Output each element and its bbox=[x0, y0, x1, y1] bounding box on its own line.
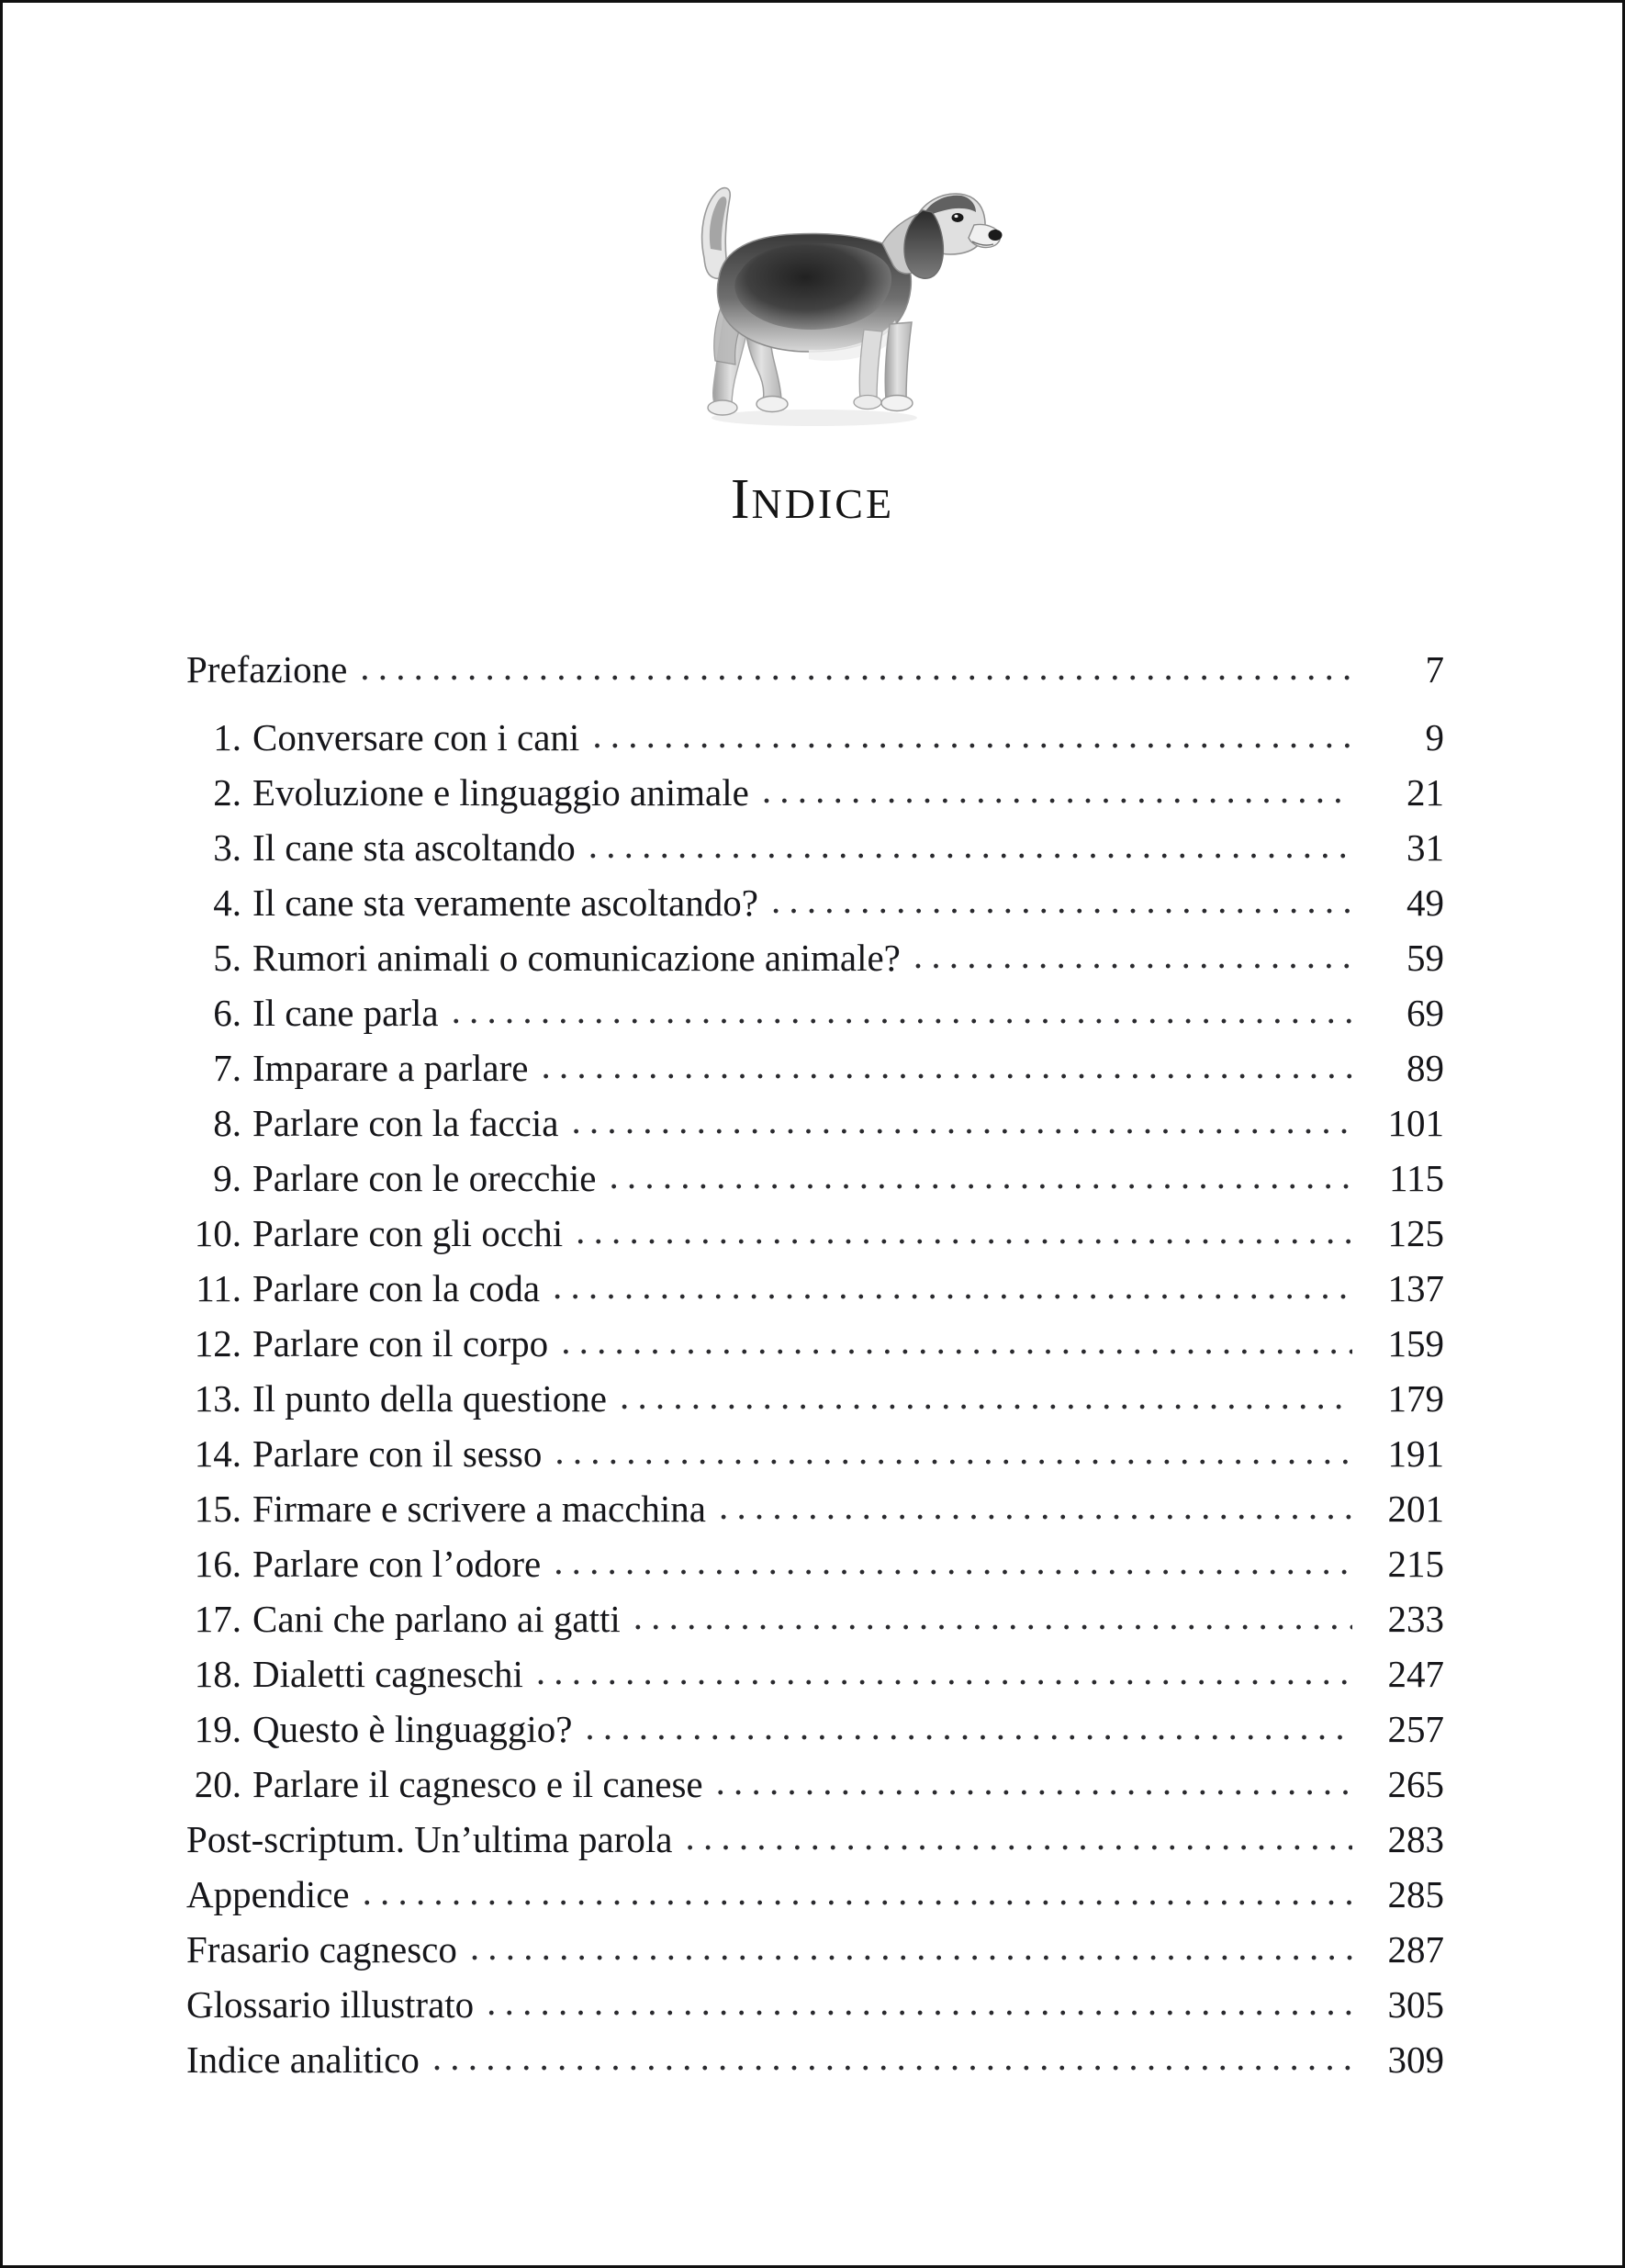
toc-entry-label: Parlare con le orecchie bbox=[252, 1157, 597, 1199]
toc-entry-label: Il cane parla bbox=[252, 992, 439, 1034]
toc-entry[interactable] bbox=[186, 1102, 1444, 1144]
toc-entry-label: Parlare con il sesso bbox=[252, 1432, 543, 1475]
toc-entry-label: Parlare il cagnesco e il canese bbox=[252, 1763, 703, 1805]
toc-leader-dots bbox=[585, 1711, 1352, 1748]
toc-entry-number: 11. bbox=[196, 1267, 241, 1309]
toc-leader-dots bbox=[686, 1821, 1353, 1858]
toc-entry-page-number: 257 bbox=[1387, 1708, 1444, 1750]
toc-entry[interactable] bbox=[186, 826, 1444, 869]
toc-entry-label: Questo è linguaggio? bbox=[252, 1708, 573, 1750]
toc-entry-page-number: 7 bbox=[1425, 648, 1444, 691]
beagle-dog-illustration bbox=[3, 131, 1622, 443]
toc-entry-page-number: 59 bbox=[1406, 937, 1444, 979]
toc-entry-number: 2. bbox=[213, 771, 241, 814]
toc-entry-number: 4. bbox=[213, 881, 241, 924]
toc-leader-dots bbox=[633, 1600, 1352, 1638]
toc-entry-label: Evoluzione e linguaggio animale bbox=[252, 771, 749, 814]
toc-entry-number: 18. bbox=[194, 1653, 241, 1695]
toc-entry-page-number: 309 bbox=[1387, 2038, 1444, 2081]
toc-entry-label: Appendice bbox=[186, 1873, 350, 1915]
toc-entry-page-number: 265 bbox=[1387, 1763, 1444, 1805]
toc-entry[interactable] bbox=[186, 1212, 1444, 1254]
toc-entry-number: 14. bbox=[194, 1432, 241, 1475]
toc-entry-label: Cani che parlano ai gatti bbox=[252, 1598, 621, 1640]
toc-entry-label: Glossario illustrato bbox=[186, 1983, 475, 2026]
toc-entry[interactable] bbox=[186, 1322, 1444, 1364]
toc-entry[interactable] bbox=[186, 1432, 1444, 1475]
toc-entry-page-number: 287 bbox=[1387, 1928, 1444, 1970]
toc-entry-page-number: 21 bbox=[1406, 771, 1444, 814]
toc-entry-number: 17. bbox=[194, 1598, 241, 1640]
toc-leader-dots bbox=[762, 774, 1352, 812]
toc-entry-page-number: 89 bbox=[1406, 1047, 1444, 1089]
toc-entry-number: 16. bbox=[194, 1543, 241, 1585]
toc-entry-number: 12. bbox=[194, 1322, 241, 1364]
toc-entry-label: Dialetti cagneschi bbox=[252, 1653, 523, 1695]
toc-leader-dots bbox=[571, 1105, 1352, 1142]
toc-leader-dots bbox=[588, 829, 1352, 867]
toc-entry[interactable] bbox=[186, 1928, 1444, 1970]
toc-entry[interactable] bbox=[186, 1490, 1444, 1528]
toc-entry[interactable] bbox=[186, 1157, 1444, 1199]
toc-leader-dots bbox=[592, 719, 1352, 757]
toc-entry-page-number: 159 bbox=[1387, 1322, 1444, 1364]
toc-entry[interactable] bbox=[186, 939, 1444, 977]
toc-leader-dots bbox=[432, 2041, 1352, 2079]
toc-leader-dots bbox=[620, 1380, 1352, 1418]
toc-entry-number: 1. bbox=[213, 716, 241, 758]
toc-entry-label: Rumori animali o comunicazione animale? bbox=[252, 937, 901, 979]
toc-leader-dots bbox=[609, 1160, 1352, 1197]
toc-entry[interactable] bbox=[186, 1873, 1444, 1915]
toc-entry[interactable] bbox=[186, 1600, 1444, 1638]
toc-entry-page-number: 125 bbox=[1387, 1212, 1444, 1254]
toc-entry-page-number: 9 bbox=[1425, 716, 1444, 758]
toc-entry-number: 13. bbox=[194, 1377, 241, 1420]
toc-entry-page-number: 305 bbox=[1387, 1983, 1444, 2026]
toc-entry-page-number: 179 bbox=[1387, 1377, 1444, 1420]
page-title-rest: NDICE bbox=[751, 480, 895, 527]
toc-entry-page-number: 283 bbox=[1387, 1818, 1444, 1860]
toc-leader-dots bbox=[363, 1876, 1352, 1914]
toc-leader-dots bbox=[470, 1931, 1352, 1969]
toc-entry-label: Prefazione bbox=[186, 648, 348, 691]
toc-entry-number: 5. bbox=[213, 937, 241, 979]
toc-entry-page-number: 233 bbox=[1387, 1598, 1444, 1640]
toc-entry[interactable] bbox=[186, 771, 1444, 814]
table-of-contents bbox=[186, 648, 1444, 2096]
toc-entry[interactable] bbox=[186, 1983, 1444, 2026]
toc-leader-dots bbox=[360, 651, 1352, 689]
page-title bbox=[3, 468, 1622, 531]
toc-entry-page-number: 201 bbox=[1387, 1488, 1444, 1530]
toc-entry-label: Il cane sta ascoltando bbox=[252, 826, 576, 869]
toc-entry[interactable] bbox=[186, 994, 1444, 1032]
toc-entry-label: Indice analitico bbox=[186, 2038, 420, 2081]
toc-entry-label: Frasario cagnesco bbox=[186, 1928, 457, 1970]
toc-entry-label: Il cane sta veramente ascoltando? bbox=[252, 881, 758, 924]
toc-entry[interactable] bbox=[186, 1708, 1444, 1750]
toc-entry-number: 15. bbox=[194, 1488, 241, 1530]
toc-entry[interactable] bbox=[186, 881, 1444, 924]
toc-entry-page-number: 285 bbox=[1387, 1873, 1444, 1915]
toc-entry[interactable] bbox=[186, 648, 1444, 691]
toc-entry-page-number: 191 bbox=[1387, 1432, 1444, 1475]
toc-entry[interactable] bbox=[186, 1653, 1444, 1695]
toc-entry-page-number: 215 bbox=[1387, 1543, 1444, 1585]
page-title-initial: I bbox=[730, 468, 752, 531]
toc-leader-dots bbox=[561, 1325, 1352, 1363]
toc-entry-page-number: 115 bbox=[1389, 1157, 1444, 1199]
toc-entry-page-number: 69 bbox=[1406, 992, 1444, 1034]
toc-entry-label: Parlare con la coda bbox=[252, 1267, 541, 1309]
toc-entry-number: 9. bbox=[213, 1157, 241, 1199]
toc-entry[interactable] bbox=[186, 1267, 1444, 1309]
toc-leader-dots bbox=[771, 884, 1352, 922]
toc-entry-label: Conversare con i cani bbox=[252, 716, 580, 758]
toc-leader-dots bbox=[452, 994, 1352, 1032]
toc-entry-label: Parlare con la faccia bbox=[252, 1102, 559, 1144]
toc-entry-number: 19. bbox=[194, 1708, 241, 1750]
toc-entry[interactable] bbox=[186, 1818, 1444, 1860]
toc-entry-label: Il punto della questione bbox=[252, 1377, 607, 1420]
toc-entry-page-number: 247 bbox=[1387, 1653, 1444, 1695]
toc-entry[interactable] bbox=[186, 2038, 1444, 2081]
toc-entry-number: 10. bbox=[194, 1212, 241, 1254]
toc-leader-dots bbox=[536, 1656, 1352, 1693]
toc-leader-dots bbox=[576, 1215, 1352, 1252]
toc-entry[interactable] bbox=[186, 1377, 1444, 1420]
toc-entry-label: Parlare con l’odore bbox=[252, 1543, 542, 1585]
toc-leader-dots bbox=[719, 1490, 1352, 1528]
toc-entry[interactable] bbox=[186, 1763, 1444, 1805]
toc-entry-number: 7. bbox=[213, 1047, 241, 1089]
toc-entry-number: 8. bbox=[213, 1102, 241, 1144]
toc-leader-dots bbox=[553, 1270, 1352, 1308]
toc-leader-dots bbox=[913, 939, 1352, 977]
toc-entry-page-number: 137 bbox=[1387, 1267, 1444, 1309]
toc-leader-dots bbox=[554, 1545, 1352, 1583]
toc-entry-label: Parlare con gli occhi bbox=[252, 1212, 564, 1254]
toc-entry-number: 20. bbox=[194, 1763, 241, 1805]
toc-leader-dots bbox=[716, 1766, 1352, 1803]
toc-leader-dots bbox=[555, 1435, 1352, 1473]
toc-entry-number: 3. bbox=[213, 826, 241, 869]
toc-entry-label: Parlare con il corpo bbox=[252, 1322, 549, 1364]
toc-entry-label: Firmare e scrivere a macchina bbox=[252, 1488, 707, 1530]
toc-entry-label: Post-scriptum. Un’ultima parola bbox=[186, 1818, 673, 1860]
toc-entry[interactable] bbox=[186, 1545, 1444, 1583]
toc-entry-number: 6. bbox=[213, 992, 241, 1034]
toc-entry[interactable] bbox=[186, 716, 1444, 758]
toc-leader-dots bbox=[541, 1050, 1352, 1087]
toc-entry-label: Imparare a parlare bbox=[252, 1047, 529, 1089]
toc-entry-page-number: 101 bbox=[1387, 1102, 1444, 1144]
toc-entry-page-number: 31 bbox=[1406, 826, 1444, 869]
toc-leader-dots bbox=[487, 1986, 1352, 2024]
toc-entry-page-number: 49 bbox=[1406, 881, 1444, 924]
toc-entry[interactable] bbox=[186, 1047, 1444, 1089]
